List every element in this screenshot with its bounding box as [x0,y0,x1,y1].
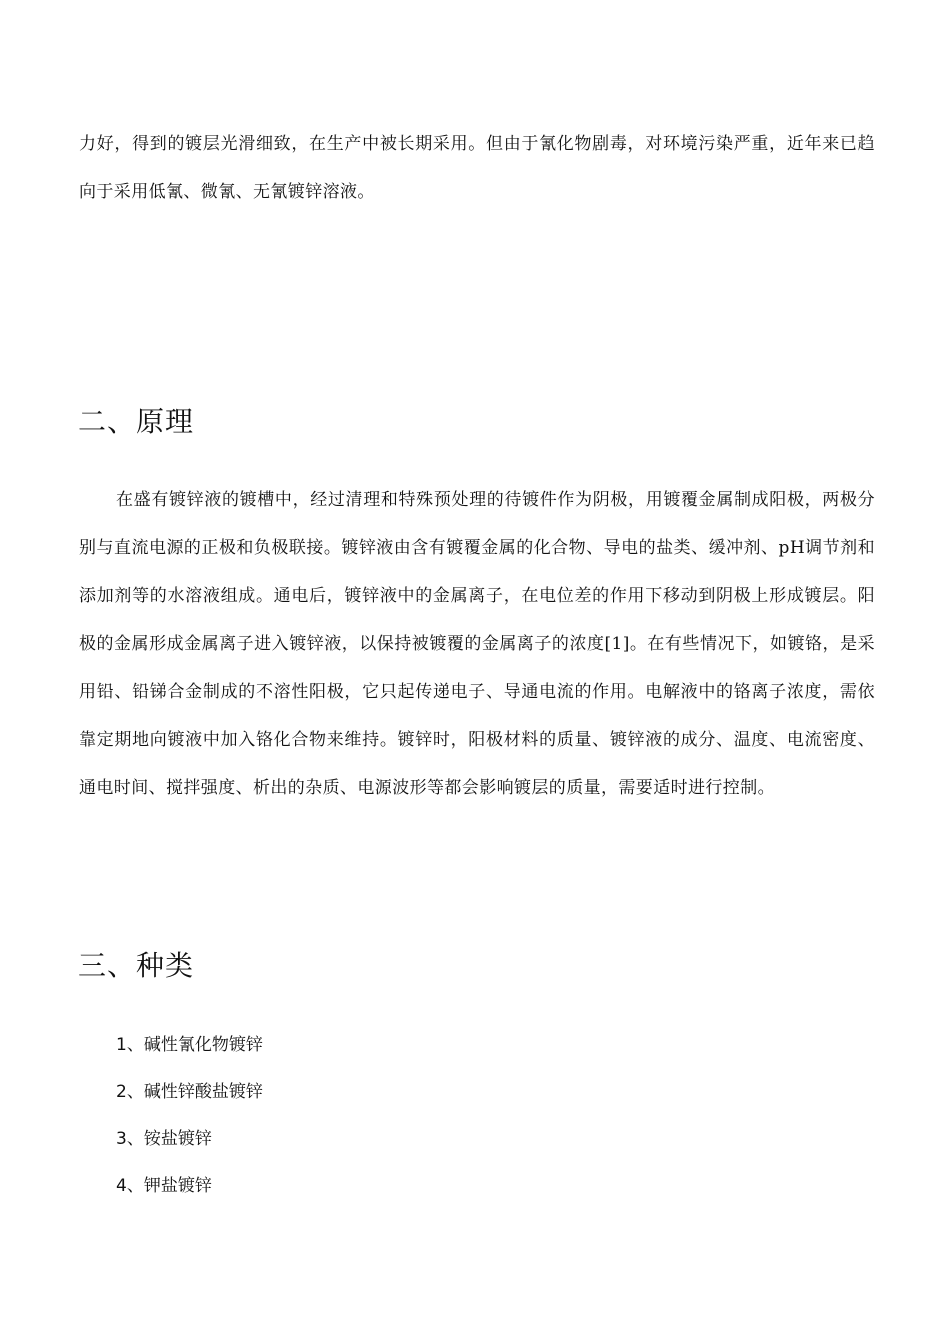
list-item-number: 2 [116,1082,127,1102]
list-item-label: 、钾盐镀锌 [126,1176,212,1196]
list-item-number: 1 [116,1035,127,1055]
list-item-label: 、碱性氰化物镀锌 [126,1035,263,1055]
list-item-label: 、碱性锌酸盐镀锌 [126,1082,263,1102]
types-list [116,1022,263,1210]
list-item-label: 、铵盐镀锌 [126,1129,212,1149]
list-item [116,1069,263,1116]
section-heading-principle: 二、原理 [78,405,195,438]
section-heading-types: 三、种类 [78,949,195,982]
principle-paragraph: 在盛有镀锌液的镀槽中，经过清理和特殊预处理的待镀件作为阴极，用镀覆金属制成阳极，两极分别与直流电源的正极和负极联接。镀锌液由含有镀覆金属的化合物、导电的盐类、缓冲剂、pH调节剂和添加剂等的水溶液组成。通电后，镀锌液中的金属离子，在电位差的作用下移动到阴极上形成镀层。阳极的金属形成金属离子进入镀锌液，以保持被镀覆的金属离子的浓度[1]。在有些情况下，如镀铬，是采用铅、铅锑合金制成的不溶性阳极，它只起传递电子、导通电流的作用。电解液中的铬离子浓度，需依靠定期地向镀液中加入铬化合物来维持。镀锌时，阳极材料的质量、镀锌液的成分、温度、电流密度、通电时间、搅拌强度、析出的杂质、电源波形等都会影响镀层的质量，需要适时进行控制。 [79,490,875,798]
list-item-number: 4 [116,1176,127,1196]
intro-paragraph: 力好，得到的镀层光滑细致，在生产中被长期采用。但由于氰化物剧毒，对环境污染严重，近年来已趋向于采用低氰、微氰、无氰镀锌溶液。 [79,134,875,202]
list-item-number: 3 [116,1129,127,1149]
list-item [116,1022,263,1069]
list-item [116,1163,263,1210]
list-item [116,1116,263,1163]
